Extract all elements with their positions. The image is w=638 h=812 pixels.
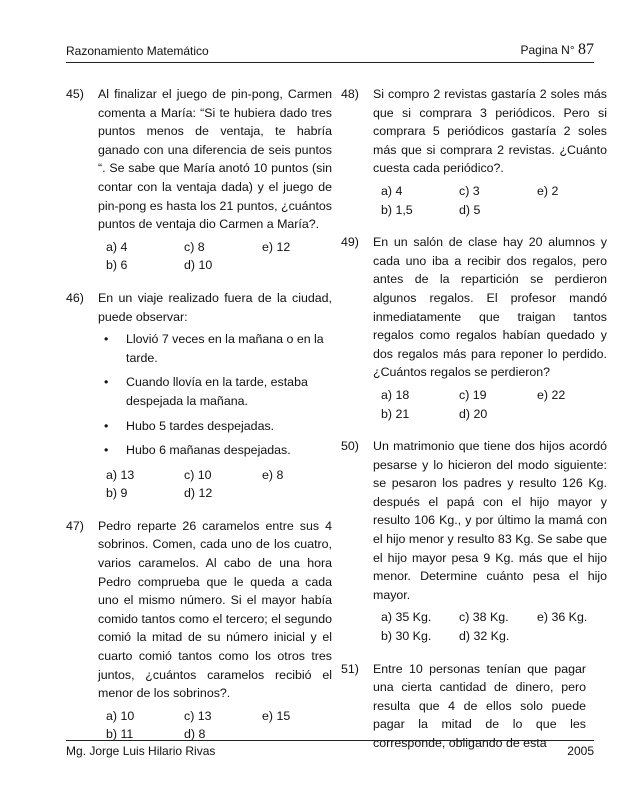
option-d: d) 5: [459, 202, 481, 217]
option-c: c) 10: [184, 467, 212, 482]
option-a: a) 35 Kg.: [381, 610, 432, 625]
option-e: e) 36 Kg.: [537, 610, 588, 625]
option-a: a) 10: [106, 708, 135, 723]
option-a: a) 4: [106, 239, 128, 254]
answer-options: [106, 466, 332, 503]
question-47: [66, 517, 332, 744]
page-number: 87: [578, 41, 594, 58]
bullet-icon: •: [104, 418, 109, 433]
page-header: [66, 38, 594, 63]
option-b: b) 11: [106, 727, 134, 742]
option-c: c) 3: [459, 183, 480, 198]
option-e: e) 15: [262, 708, 291, 723]
footer-author: Mg. Jorge Luis Hilario Rivas: [66, 744, 216, 758]
right-column: [341, 85, 607, 767]
option-d: d) 20: [459, 406, 488, 421]
option-b: b) 30 Kg.: [381, 629, 432, 644]
footer-year: 2005: [567, 744, 594, 758]
question-text: Al finalizar el juego de pin-pong, Carmen comenta a María: “Si te hubiera dado tres puntos menos de ventaja, te habría ganado con una diferencia de seis puntos “. Se sabe que María anotó 10 puntos (sin contar con la ventaja dada) y el juego de pin-pong es hasta los 21 puntos, ¿cuántos puntos de ventaja dio Carmen a María?.: [98, 87, 332, 232]
header-page: [520, 41, 594, 59]
bullet-icon: •: [104, 375, 109, 390]
option-e: e) 2: [537, 183, 559, 198]
question-text: En un viaje realizado fuera de la ciudad, puede observar:: [98, 290, 332, 324]
bullet-icon: •: [104, 443, 109, 458]
question-48: [341, 85, 607, 219]
header-title: Razonamiento Matemático: [66, 44, 209, 58]
question-text: Un matrimonio que tiene dos hijos acordó pesarse y lo hicieron del modo siguiente: se pesaron los padres y resulto 126 Kg. después el papá con el hijo mayor y resulto 106 Kg., y por último la mamá con el hijo menor y resulto 83 Kg. Se sabe que el hijo mayor pesa 9 Kg. más que el hijo menor. Determine cuánto pesa el hijo mayor.: [373, 439, 607, 602]
list-item: • Cuando llovía en la tarde, estaba despejada la mañana.: [98, 373, 332, 410]
answer-options: [106, 707, 332, 744]
option-e: e) 22: [537, 387, 566, 402]
question-number: 45): [66, 87, 84, 101]
question-number: 51): [341, 661, 359, 676]
question-number: 48): [341, 87, 359, 101]
option-d: d) 32 Kg.: [459, 629, 510, 644]
option-b: b) 6: [106, 258, 128, 273]
bullet-icon: •: [104, 332, 109, 347]
list-item: • Hubo 5 tardes despejadas.: [98, 417, 332, 436]
answer-options: [381, 182, 607, 219]
question-46: [66, 289, 332, 503]
option-a: a) 18: [381, 387, 410, 402]
page-footer: [66, 740, 594, 758]
left-column: [66, 85, 332, 758]
question-number: 46): [66, 290, 84, 305]
option-a: a) 4: [381, 183, 403, 198]
question-51: [341, 660, 586, 753]
option-b: b) 1,5: [381, 202, 413, 217]
option-c: c) 13: [184, 708, 212, 723]
question-49: [341, 233, 607, 423]
question-number: 49): [341, 235, 359, 250]
list-item: • Llovió 7 veces en la mañana o en la tarde.: [98, 330, 332, 367]
answer-options: [381, 386, 607, 423]
option-e: e) 12: [262, 239, 291, 254]
list-item: • Hubo 6 mañanas despejadas.: [98, 441, 332, 460]
answer-options: [106, 238, 332, 275]
option-b: b) 21: [381, 406, 410, 421]
question-text: Pedro reparte 26 caramelos entre sus 4 sobrinos. Comen, cada uno de los cuatro, varios caramelos. Al cabo de una hora Pedro comprueba que le queda a cada uno el mismo número. Si el mayor había comido tantos como el tercero; el segundo comió la mitad de su número inicial y el cuarto comió tantos como los otros tres juntos, ¿cuántos caramelos recibió el menor de los sobrinos?.: [98, 518, 332, 701]
option-d: d) 8: [184, 727, 206, 742]
option-d: d) 10: [184, 258, 213, 273]
question-text: En un salón de clase hay 20 alumnos y cada uno iba a recibir dos regalos, pero antes de la repartición se perdieron algunos regalos. El profesor mandó inmediatamente que traigan tantos regalos como regalos habían quedado y dos regalos más para reponer lo perdido. ¿Cuántos regalos se perdieron?: [373, 235, 607, 380]
question-text: Si compro 2 revistas gastaría 2 soles más que si comprara 3 periódicos. Pero si comprara 5 periódicos gastaría 2 soles más que si comprara 2 revistas. ¿Cuánto cuesta cada periódico?.: [373, 87, 607, 176]
option-d: d) 12: [184, 486, 213, 501]
option-c: c) 8: [184, 239, 205, 254]
question-45: [66, 85, 332, 275]
option-c: c) 19: [459, 387, 487, 402]
answer-options: [381, 608, 607, 645]
bullet-list: [98, 330, 332, 460]
question-50: [341, 437, 607, 646]
question-number: 47): [66, 518, 84, 533]
question-number: 50): [341, 439, 359, 454]
option-c: c) 38 Kg.: [459, 610, 509, 625]
option-a: a) 13: [106, 467, 135, 482]
option-e: e) 8: [262, 467, 284, 482]
option-b: b) 9: [106, 486, 128, 501]
header-page-label: Pagina N°: [520, 43, 575, 57]
question-text: Entre 10 personas tenían que pagar una cierta cantidad de dinero, pero resulta que 4 de ellos solo puede pagar la mitad de lo que les corresponde, obligando de esta: [373, 661, 586, 750]
